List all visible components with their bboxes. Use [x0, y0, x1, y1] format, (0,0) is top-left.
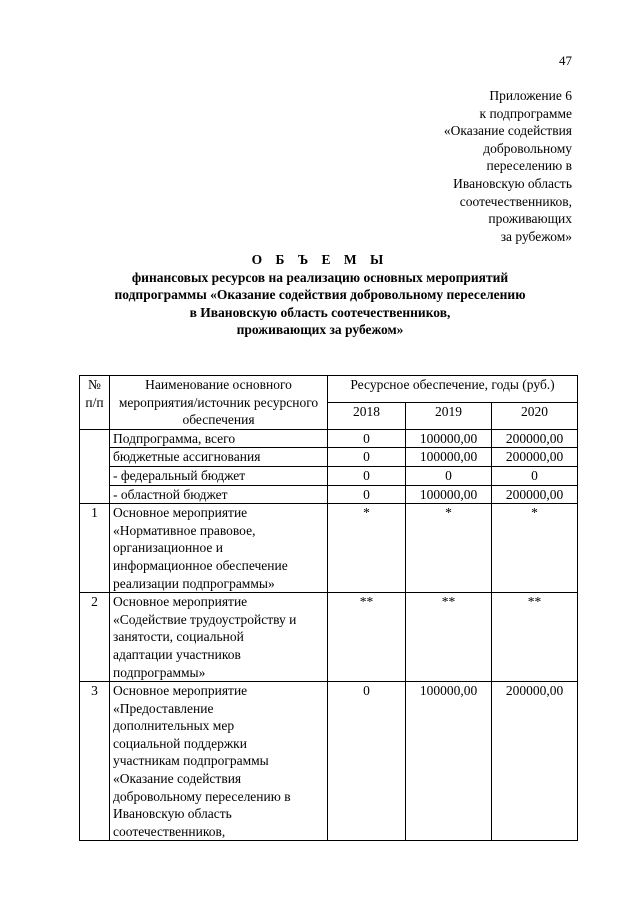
- row-value: 0: [328, 429, 406, 448]
- row-name-line: Основное мероприятие: [113, 594, 248, 610]
- table-row: [80, 504, 578, 593]
- row-name: [110, 682, 328, 841]
- row-value: 100000,00: [406, 429, 492, 448]
- appendix-line: к подпрограмме: [479, 105, 572, 121]
- appendix-line: Приложение 6: [489, 88, 572, 103]
- row-name: - федеральный бюджет: [110, 466, 328, 485]
- row-num: 2: [80, 593, 110, 682]
- table-row: [80, 429, 578, 448]
- row-value: **: [328, 593, 406, 682]
- row-value: 0: [328, 682, 406, 841]
- row-name-line: дополнительных мер: [113, 718, 235, 734]
- row-value: 0: [406, 466, 492, 485]
- header-year: 2018: [328, 402, 406, 429]
- row-value: *: [492, 504, 578, 593]
- row-name-line: «Оказание содействия: [113, 771, 242, 787]
- row-name-line: «Предоставление: [113, 700, 214, 716]
- appendix-line: добровольному: [483, 140, 572, 156]
- title-line: подпрограммы «Оказание содействия добровольному переселению: [114, 287, 526, 302]
- row-name-line: адаптации участников: [113, 646, 241, 662]
- row-value: 0: [328, 485, 406, 504]
- appendix-block: [312, 87, 572, 245]
- row-name-line: соотечественников,: [113, 823, 226, 839]
- row-name-line: Основное мероприятие: [113, 683, 248, 699]
- title-line: финансовых ресурсов на реализацию основных мероприятий: [131, 269, 509, 285]
- header-name: Наименование основного мероприятия/источник ресурсного обеспечения: [110, 376, 328, 430]
- title-line: в Ивановскую область соотечественников,: [189, 304, 451, 320]
- row-value: 0: [328, 466, 406, 485]
- header-year: 2019: [406, 402, 492, 429]
- appendix-line: переселению в: [486, 158, 572, 174]
- row-value: 200000,00: [492, 429, 578, 448]
- appendix-line: соотечественников,: [459, 193, 572, 209]
- row-name-line: «Содействие трудоустройству и: [113, 611, 297, 627]
- resources-table: [79, 375, 578, 841]
- row-name: - областной бюджет: [110, 485, 328, 504]
- row-name-line: Ивановскую область: [113, 806, 232, 822]
- row-name-line: социальной поддержки: [113, 735, 247, 751]
- appendix-line: «Оказание содействия: [443, 123, 572, 139]
- row-name-line: «Нормативное правовое,: [113, 522, 256, 538]
- row-num-empty: [80, 429, 110, 503]
- appendix-line: проживающих: [488, 211, 572, 227]
- row-name-line: занятости, социальной: [113, 629, 244, 645]
- row-name-line: информационное обеспечение: [113, 557, 288, 573]
- row-value: 200000,00: [492, 448, 578, 467]
- row-value: 0: [492, 466, 578, 485]
- header-resources: Ресурсное обеспечение, годы (руб.): [328, 376, 578, 403]
- row-name-line: Основное мероприятие: [113, 505, 248, 521]
- page-number: 47: [559, 53, 572, 68]
- appendix-line: Ивановскую область: [453, 175, 572, 191]
- header-year: 2020: [492, 402, 578, 429]
- row-name-line: реализации подпрограммы»: [113, 575, 275, 591]
- row-name-line: добровольному переселению в: [113, 788, 291, 804]
- row-name: [110, 593, 328, 682]
- row-name: Подпрограмма, всего: [110, 429, 328, 448]
- title-heading: О Б Ъ Е М Ы: [251, 252, 389, 267]
- row-value: **: [406, 593, 492, 682]
- table-row: [80, 466, 578, 485]
- row-name: бюджетные ассигнования: [110, 448, 328, 467]
- table-row: [80, 593, 578, 682]
- table-row: [80, 682, 578, 841]
- row-value: *: [328, 504, 406, 593]
- row-value: *: [406, 504, 492, 593]
- table-row: [80, 448, 578, 467]
- row-value: 200000,00: [492, 485, 578, 504]
- row-value: 100000,00: [406, 485, 492, 504]
- appendix-line: за рубежом»: [500, 228, 572, 244]
- row-value: 0: [328, 448, 406, 467]
- row-value: **: [492, 593, 578, 682]
- table-row: [80, 485, 578, 504]
- table-header-row: [80, 376, 578, 403]
- row-value: 200000,00: [492, 682, 578, 841]
- document-title: [70, 251, 570, 339]
- row-value: 100000,00: [406, 682, 492, 841]
- row-num: 3: [80, 682, 110, 841]
- row-value: 100000,00: [406, 448, 492, 467]
- row-num: 1: [80, 504, 110, 593]
- title-line: проживающих за рубежом»: [236, 322, 404, 337]
- row-name-line: участникам подпрограммы: [113, 753, 269, 769]
- row-name: [110, 504, 328, 593]
- row-name-line: организационное и: [113, 540, 223, 556]
- row-name-line: подпрограммы»: [113, 664, 206, 680]
- header-num: № п/п: [80, 376, 110, 430]
